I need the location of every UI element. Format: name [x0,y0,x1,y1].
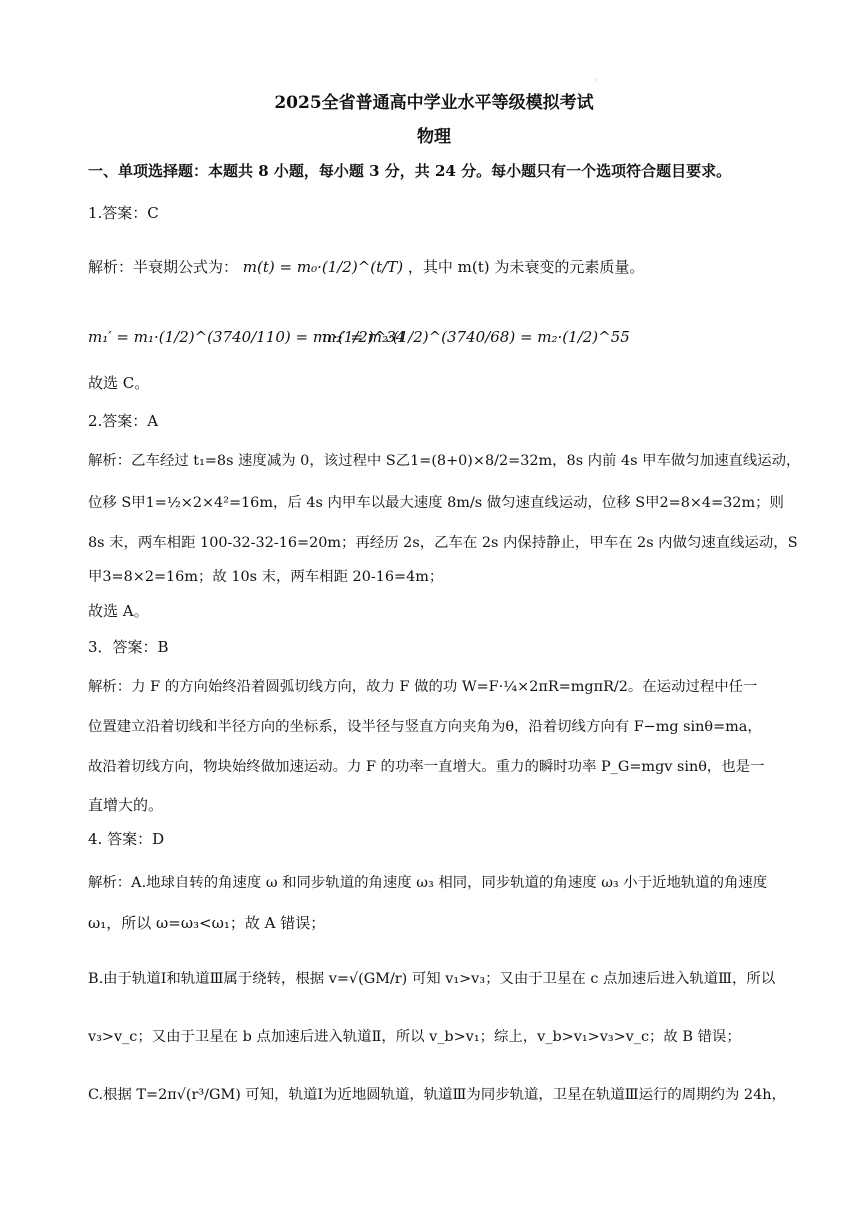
q4-line-3: B.由于轨道Ⅰ和轨道Ⅲ属于绕转，根据 v=√(GM/r) 可知 v₁>v₃；又由于卫星在 c 点加速后进入轨道Ⅲ，所以 [88,971,776,987]
q2-conclusion: 故选 A。 [88,602,149,620]
q1-analysis-formula: m(t) = m₀·(1/2)^(t/T) [242,258,404,276]
q4-line-2: ω₁，所以 ω=ω₃<ω₁；故 A 错误； [88,914,326,932]
document-title: 2025全省普通高中学业水平等级模拟考试 [274,93,594,113]
q3-line-3: 故沿着切线方向，物块始终做加速运动。力 F 的功率一直增大。重力的瞬时功率 P_G=mgv sinθ，也是一 [88,759,765,775]
q1-conclusion: 故选 C。 [88,374,150,392]
q1-answer: 1.答案：C [88,204,159,222]
q2-line-4: 甲3=8×2=16m；故 10s 末，两车相距 20-16=4m； [88,569,444,585]
q3-line-2: 位置建立沿着切线和半径方向的坐标系，设半径与竖直方向夹角为θ，沿着切线方向有 F−mg sinθ=ma， [88,719,762,735]
section-heading: 一、单项选择题：本题共 8 小题，每小题 3 分，共 24 分。每小题只有一个选项符合题目要求。 [88,162,732,180]
q3-answer: 3．答案：B [88,638,169,656]
q4-line-5: C.根据 T=2π√(r³/GM) 可知，轨道Ⅰ为近地圆轨道，轨道Ⅲ为同步轨道，卫星在轨道Ⅲ运行的周期约为 24h， [88,1087,786,1103]
q2-answer: 2.答案：A [88,412,159,430]
q1-analysis-suffix: ，其中 m(t) 为未衰变的元素质量。 [407,258,645,276]
q4-line-4: v₃>v_c；又由于卫星在 b 点加速后进入轨道Ⅱ，所以 v_b>v₁；综上，v_b>v₁>v₃>v_c；故 B 错误； [88,1029,741,1045]
q4-answer: 4. 答案：D [88,830,165,848]
scan-dot: · [594,76,597,85]
q2-line-1: 解析：乙车经过 t₁=8s 速度减为 0，该过程中 S乙1=(8+0)×8/2=32m，8s 内前 4s 甲车做匀加速直线运动， [88,453,801,469]
q3-line-4: 直增大的。 [88,796,164,814]
q1-formula-2: m₂′ = m₂·(1/2)^(3740/68) = m₂·(1/2)^55 [322,328,630,346]
subject-title: 物理 [417,127,451,147]
q1-formula-1: m₁′ = m₁·(1/2)^(3740/110) = m₁·(1/2)^34 [88,328,406,346]
q2-line-2: 位移 S甲1=½×2×4²=16m，后 4s 内甲车以最大速度 8m/s 做匀速直线运动，位移 S甲2=8×4=32m；则 [88,495,784,511]
q1-analysis-prefix: 解析：半衰期公式为： [88,258,239,276]
q2-line-3: 8s 末，两车相距 100-32-32-16=20m；再经历 2s，乙车在 2s 内保持静止，甲车在 2s 内做匀速直线运动，S [88,535,798,551]
q4-line-1: 解析：A.地球自转的角速度 ω 和同步轨道的角速度 ω₃ 相同，同步轨道的角速度 ω₃ 小于近地轨道的角速度 [88,875,768,891]
q1-analysis [88,256,798,278]
q3-line-1: 解析：力 F 的方向始终沿着圆弧切线方向，故力 F 做的功 W=F·¼×2πR=mgπR/2。在运动过程中任一 [88,679,758,695]
